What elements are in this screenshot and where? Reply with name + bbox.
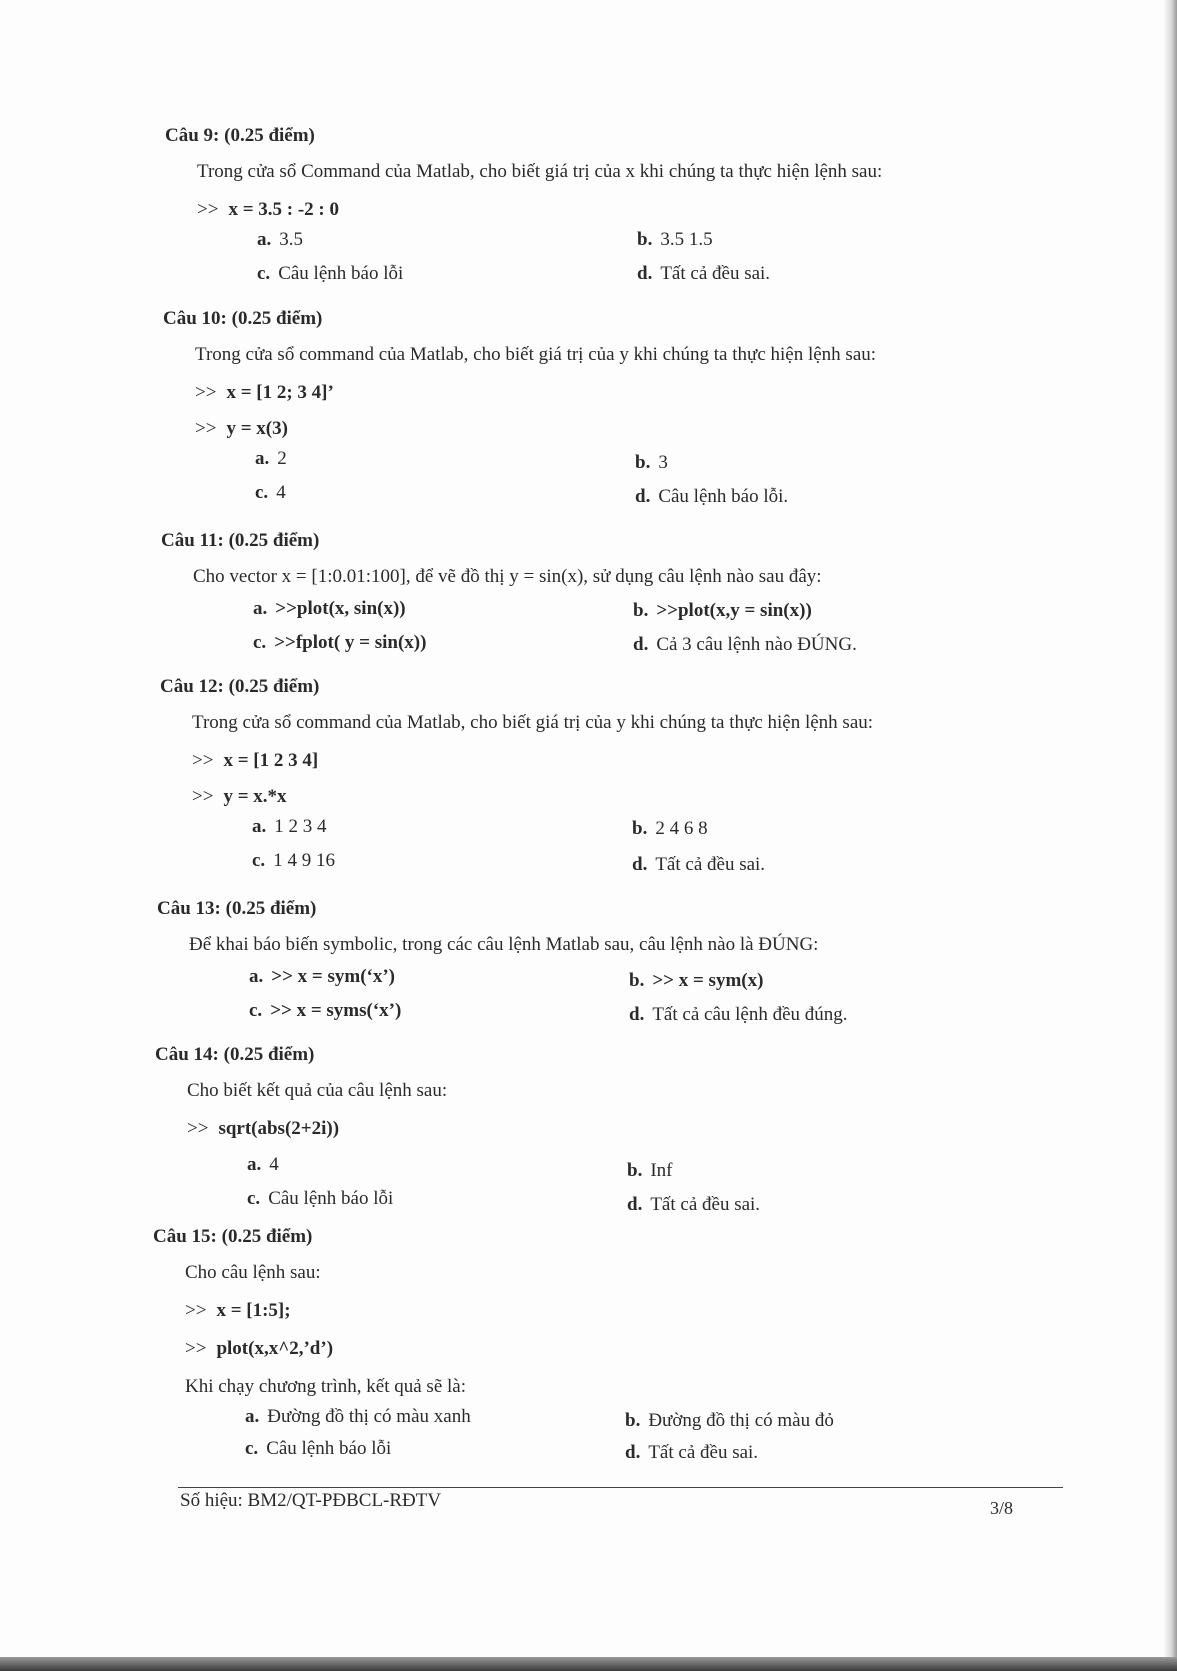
question-10 bbox=[163, 307, 876, 517]
option-c: c. >> x = syms(‘x’) bbox=[249, 1000, 402, 1021]
question-14 bbox=[155, 1043, 761, 1223]
option-text: Inf bbox=[650, 1160, 673, 1181]
option-text: 4 bbox=[276, 482, 286, 503]
question-text: Trong cửa sổ command của Matlab, cho biết giá trị của y khi chúng ta thực hiện lệnh sau: bbox=[192, 712, 874, 733]
option-c: c. 4 bbox=[255, 482, 286, 503]
question-text: Để khai báo biến symbolic, trong các câu lệnh Matlab sau, câu lệnh nào là ĐÚNG: bbox=[189, 934, 819, 955]
option-text: >> x = syms(‘x’) bbox=[270, 1000, 402, 1021]
option-d: d. Tất cả đều sai. bbox=[637, 263, 771, 284]
question-text: Cho biết kết quả của câu lệnh sau: bbox=[187, 1080, 448, 1101]
command-text: y = x.*x bbox=[223, 786, 287, 807]
scan-bottom-edge bbox=[0, 1657, 1177, 1671]
answer-options bbox=[252, 815, 873, 885]
option-b: b. >> x = sym(x) bbox=[629, 970, 764, 991]
option-text: Câu lệnh báo lỗi bbox=[278, 263, 404, 284]
command-prompt: >> bbox=[195, 418, 217, 439]
option-d: d. Tất cả đều sai. bbox=[632, 854, 766, 875]
command-text: y = x(3) bbox=[226, 418, 288, 439]
option-text: >>plot(x,y = sin(x)) bbox=[656, 600, 812, 621]
option-b: b. Đường đồ thị có màu đỏ bbox=[625, 1410, 834, 1431]
question-title: Câu 15: (0.25 điểm) bbox=[153, 1226, 313, 1247]
answer-options bbox=[257, 228, 882, 298]
question-title: Câu 12: (0.25 điểm) bbox=[160, 676, 320, 697]
command-text: x = [1 2 3 4] bbox=[223, 750, 319, 771]
option-text: Tất cả câu lệnh đều đúng. bbox=[652, 1004, 848, 1025]
option-text: Đường đồ thị có màu xanh bbox=[267, 1406, 471, 1427]
command-text: x = [1 2; 3 4]’ bbox=[226, 382, 334, 403]
option-b: b. >>plot(x,y = sin(x)) bbox=[633, 600, 812, 621]
question-title: Câu 11: (0.25 điểm) bbox=[161, 530, 320, 551]
option-text: 3.5 1.5 bbox=[660, 229, 713, 250]
option-text: Câu lệnh báo lỗi bbox=[268, 1188, 394, 1209]
command-line bbox=[197, 198, 882, 222]
question-text: Trong cửa sổ command của Matlab, cho biết giá trị của y khi chúng ta thực hiện lệnh sau: bbox=[195, 344, 877, 365]
scan-edge-shadow bbox=[1163, 0, 1177, 1671]
command-prompt: >> bbox=[197, 199, 219, 220]
option-text: Câu lệnh báo lỗi. bbox=[658, 486, 789, 507]
option-text: 2 bbox=[277, 448, 287, 469]
command-prompt: >> bbox=[187, 1118, 209, 1139]
option-text: Tất cả đều sai. bbox=[660, 263, 771, 284]
command-prompt: >> bbox=[185, 1338, 207, 1359]
command-text: x = 3.5 : -2 : 0 bbox=[228, 199, 339, 220]
question-text: Cho câu lệnh sau: bbox=[185, 1262, 321, 1283]
question-text: Cho vector x = [1:0.01:100], để vẽ đồ thị y = sin(x), sử dụng câu lệnh nào sau đây: bbox=[193, 566, 822, 587]
option-text: 1 4 9 16 bbox=[273, 850, 335, 871]
option-a: a. 3.5 bbox=[257, 229, 303, 250]
question-12 bbox=[160, 675, 873, 885]
option-text: >>fplot( y = sin(x)) bbox=[274, 632, 427, 653]
option-c: c. Câu lệnh báo lỗi bbox=[245, 1438, 392, 1459]
answer-options bbox=[247, 1153, 761, 1223]
page-number: 3/8 bbox=[990, 1498, 1014, 1518]
question-text: Trong cửa sổ Command của Matlab, cho biết giá trị của x khi chúng ta thực hiện lệnh sau: bbox=[197, 161, 883, 182]
option-a: a. 2 bbox=[255, 448, 287, 469]
option-d: d. Tất cả đều sai. bbox=[627, 1194, 761, 1215]
option-d: d. Tất cả câu lệnh đều đúng. bbox=[629, 1004, 848, 1025]
option-d: d. Câu lệnh báo lỗi. bbox=[635, 486, 789, 507]
option-a: a. >>plot(x, sin(x)) bbox=[253, 598, 406, 619]
option-text: Cả 3 câu lệnh nào ĐÚNG. bbox=[656, 634, 857, 655]
option-d: d. Tất cả đều sai. bbox=[625, 1442, 759, 1463]
command-line bbox=[185, 1337, 466, 1361]
option-text: >> x = sym(‘x’) bbox=[271, 966, 396, 987]
question-text-secondary: Khi chạy chương trình, kết quả sẽ là: bbox=[185, 1376, 466, 1397]
option-text: Câu lệnh báo lỗi bbox=[266, 1438, 392, 1459]
option-b: b. Inf bbox=[627, 1160, 673, 1181]
option-d: d. Cả 3 câu lệnh nào ĐÚNG. bbox=[633, 634, 857, 655]
question-11 bbox=[161, 529, 857, 667]
option-c: c. >>fplot( y = sin(x)) bbox=[253, 632, 427, 653]
option-text: >> x = sym(x) bbox=[652, 970, 764, 991]
command-line bbox=[192, 749, 873, 773]
question-15 bbox=[153, 1225, 834, 1475]
command-line bbox=[192, 785, 873, 809]
option-text: 3.5 bbox=[279, 229, 303, 250]
command-prompt: >> bbox=[195, 382, 217, 403]
option-a: a. >> x = sym(‘x’) bbox=[249, 966, 396, 987]
option-c: c. Câu lệnh báo lỗi bbox=[247, 1188, 394, 1209]
option-text: 1 2 3 4 bbox=[274, 816, 327, 837]
command-text: plot(x,x^2,’d’) bbox=[216, 1338, 334, 1359]
option-b: b. 2 4 6 8 bbox=[632, 818, 708, 839]
command-line bbox=[195, 417, 876, 441]
question-title: Câu 10: (0.25 điểm) bbox=[163, 308, 323, 329]
command-prompt: >> bbox=[185, 1300, 207, 1321]
question-title: Câu 14: (0.25 điểm) bbox=[155, 1044, 315, 1065]
command-line bbox=[195, 381, 876, 405]
command-prompt: >> bbox=[192, 786, 214, 807]
command-prompt: >> bbox=[192, 750, 214, 771]
question-title: Câu 9: (0.25 điểm) bbox=[165, 125, 315, 146]
option-c: c. Câu lệnh báo lỗi bbox=[257, 263, 404, 284]
answer-options bbox=[255, 447, 876, 517]
option-text: 4 bbox=[269, 1154, 279, 1175]
option-c: c. 1 4 9 16 bbox=[252, 850, 335, 871]
answer-options bbox=[249, 965, 848, 1035]
option-a: a. 1 2 3 4 bbox=[252, 816, 327, 837]
option-text: >>plot(x, sin(x)) bbox=[275, 598, 406, 619]
option-text: Tất cả đều sai. bbox=[648, 1442, 759, 1463]
option-b: b. 3 bbox=[635, 452, 668, 473]
command-text: sqrt(abs(2+2i)) bbox=[218, 1118, 340, 1139]
question-title: Câu 13: (0.25 điểm) bbox=[157, 898, 317, 919]
question-13 bbox=[157, 897, 848, 1035]
document-code: Số hiệu: BM2/QT-PĐBCL-RĐTV bbox=[180, 1490, 442, 1511]
option-b: b. 3.5 1.5 bbox=[637, 229, 713, 250]
option-a: a. Đường đồ thị có màu xanh bbox=[245, 1406, 471, 1427]
answer-options bbox=[245, 1405, 834, 1475]
command-line bbox=[187, 1117, 447, 1141]
command-line bbox=[185, 1299, 466, 1323]
option-text: Tất cả đều sai. bbox=[655, 854, 766, 875]
option-text: Tất cả đều sai. bbox=[650, 1194, 761, 1215]
footer-divider bbox=[178, 1487, 1063, 1488]
option-text: Đường đồ thị có màu đỏ bbox=[648, 1410, 834, 1431]
option-a: a. 4 bbox=[247, 1154, 279, 1175]
option-text: 3 bbox=[658, 452, 668, 473]
option-text: 2 4 6 8 bbox=[655, 818, 708, 839]
command-text: x = [1:5]; bbox=[216, 1300, 291, 1321]
answer-options bbox=[253, 597, 857, 667]
question-9 bbox=[165, 124, 882, 298]
